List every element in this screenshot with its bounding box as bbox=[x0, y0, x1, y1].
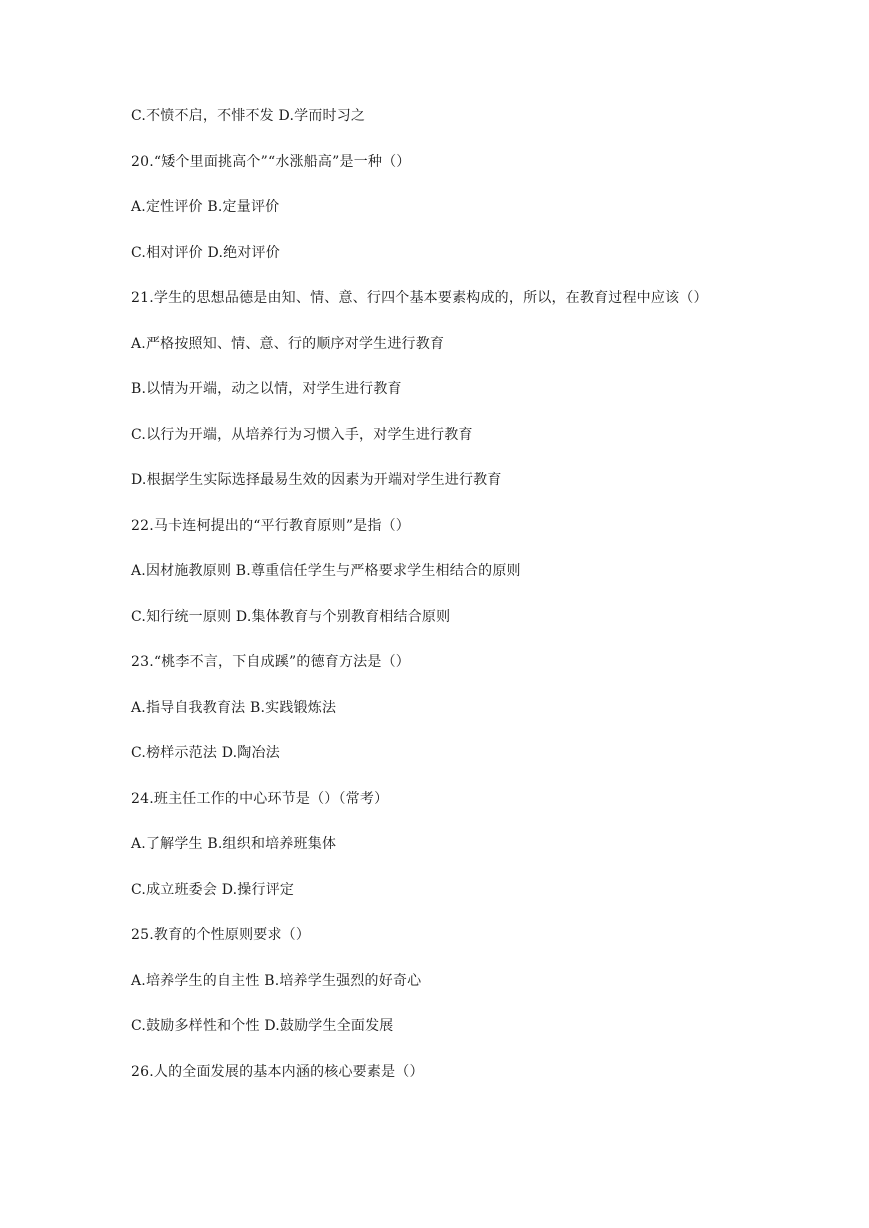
option-line-24cd: C.成立班委会 D.操行评定 bbox=[131, 881, 295, 898]
question-24: 24.班主任工作的中心环节是（）（常考） bbox=[131, 790, 389, 807]
option-line-23ab: A.指导自我教育法 B.实践锻炼法 bbox=[131, 699, 337, 716]
question-20: 20.“矮个里面挑高个”“水涨船高”是一种（） bbox=[131, 153, 411, 170]
option-line-25ab: A.培养学生的自主性 B.培养学生强烈的好奇心 bbox=[131, 972, 422, 989]
question-26: 26.人的全面发展的基本内涵的核心要素是（） bbox=[131, 1063, 424, 1080]
question-22: 22.马卡连柯提出的“平行教育原则”是指（） bbox=[131, 517, 410, 534]
option-21c: C.以行为开端，从培养行为习惯入手，对学生进行教育 bbox=[131, 426, 473, 443]
option-line-20ab: A.定性评价 B.定量评价 bbox=[131, 199, 280, 215]
option-line-23cd: C.榜样示范法 D.陶冶法 bbox=[131, 745, 280, 761]
question-25: 25.教育的个性原则要求（） bbox=[131, 927, 311, 943]
option-21b: B.以情为开端，动之以情，对学生进行教育 bbox=[131, 381, 402, 397]
option-line-19cd: C.不愤不启，不悱不发 D.学而时习之 bbox=[131, 108, 366, 124]
option-line-20cd: C.相对评价 D.绝对评价 bbox=[131, 244, 280, 261]
question-21: 21.学生的思想品德是由知、情、意、行四个基本要素构成的，所以，在教育过程中应该（） bbox=[131, 290, 708, 306]
option-line-22cd: C.知行统一原则 D.集体教育与个别教育相结合原则 bbox=[131, 608, 451, 625]
document-body bbox=[131, 104, 829, 1105]
question-23: 23.“桃李不言，下自成蹊”的德育方法是（） bbox=[131, 654, 410, 670]
option-21d: D.根据学生实际选择最易生效的因素为开端对学生进行教育 bbox=[131, 472, 502, 488]
option-line-22ab: A.因材施教原则 B.尊重信任学生与严格要求学生相结合的原则 bbox=[131, 563, 521, 579]
option-21a: A.严格按照知、情、意、行的顺序对学生进行教育 bbox=[131, 335, 445, 352]
option-line-25cd: C.鼓励多样性和个性 D.鼓励学生全面发展 bbox=[131, 1018, 394, 1034]
option-line-24ab: A.了解学生 B.组织和培养班集体 bbox=[131, 836, 337, 852]
